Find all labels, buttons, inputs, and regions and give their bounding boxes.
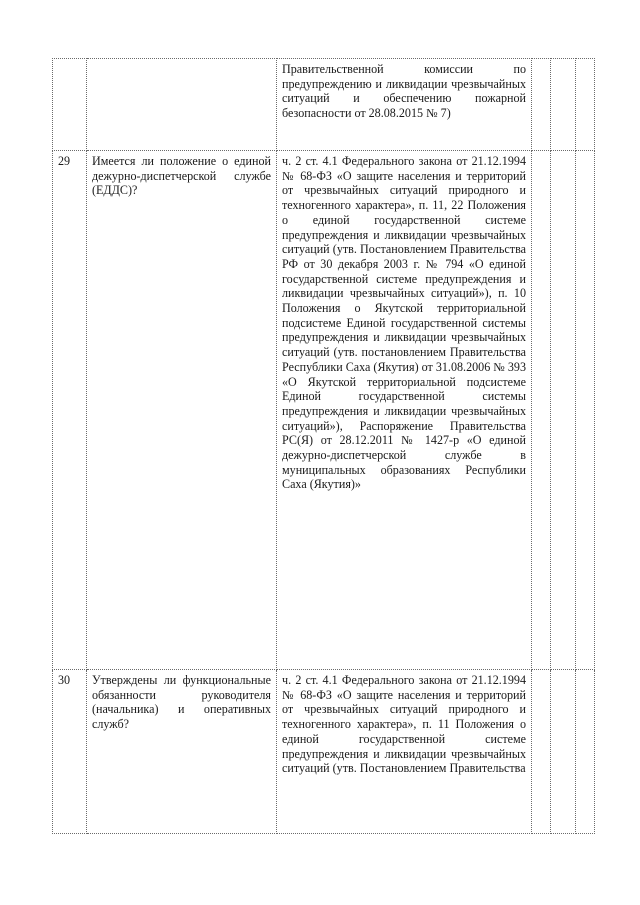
row-number: 29: [53, 151, 87, 670]
legal-basis-text: ч. 2 ст. 4.1 Федерального закона от 21.12.1994 № 68-ФЗ «О защите населения и территорий от чрезвычайных ситуаций природного и техногенного характера», п. 11 Положения о единой государственной системе предупреждения и ликвидации чрезвычайных ситуаций (утв. Постановлением Правительства: [282, 673, 526, 776]
answer-cell-na: [576, 670, 595, 834]
legal-basis-cell: [277, 670, 532, 834]
answer-cell-yes: [532, 670, 551, 834]
question-text: Утверждены ли функциональные обязанности руководителя (начальника) и оперативных служб?: [92, 673, 271, 732]
answer-cell-na: [576, 151, 595, 670]
answer-cell-no: [551, 151, 576, 670]
legal-basis-text: Правительственной комиссии по предупреждению и ликвидации чрезвычайных ситуаций и обеспечению пожарной безопасности от 28.08.2015 № 7): [282, 62, 526, 121]
row-number: [53, 59, 87, 151]
question-text: Имеется ли положение о единой дежурно-диспетчерской службе (ЕДДС)?: [92, 154, 271, 198]
legal-basis-cell: [277, 151, 532, 670]
answer-cell-yes: [532, 59, 551, 151]
answer-cell-yes: [532, 151, 551, 670]
row-number: 30: [53, 670, 87, 834]
table-row: [53, 59, 595, 151]
table-row: [53, 670, 595, 834]
question-cell: [87, 59, 277, 151]
legal-basis-text: ч. 2 ст. 4.1 Федерального закона от 21.12.1994 № 68-ФЗ «О защите населения и территорий от чрезвычайных ситуаций природного и техногенного характера», п. 11, 22 Положения о единой государственной системе предупреждения и ликвидации чрезвычайных ситуаций (утв. Постановлением Правительства РФ от 30 декабря 2003 г. № 794 «О единой государственной системе предупреждения и ликвидации чрезвычайных ситуаций»), п. 10 Положения о Якутской территориальной подсистеме Единой государственной системы предупреждения и ликвидации чрезвычайных ситуаций (утв. постановлением Правительства Республики Саха (Якутия) от 31.08.2006 № 393 «О Якутской территориальной подсистеме Единой государственной системы предупреждения и ликвидации чрезвычайных ситуаций»), Распоряжение Правительства РС(Я) от 28.12.2011 № 1427-р «О единой дежурно-диспетчерской службе в муниципальных образованиях Республики Саха (Якутия)»: [282, 154, 526, 492]
table-row: [53, 151, 595, 670]
question-cell: [87, 151, 277, 670]
answer-cell-no: [551, 670, 576, 834]
answer-cell-na: [576, 59, 595, 151]
answer-cell-no: [551, 59, 576, 151]
legal-basis-cell: [277, 59, 532, 151]
checklist-table: [52, 58, 595, 834]
question-cell: [87, 670, 277, 834]
